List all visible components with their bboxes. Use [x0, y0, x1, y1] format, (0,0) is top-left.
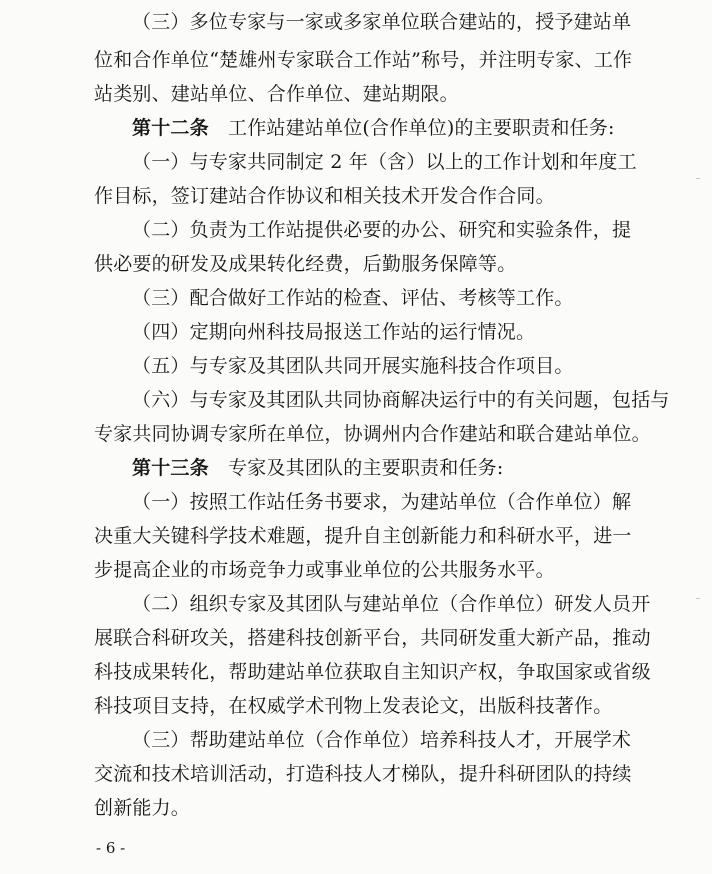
body-text-line: （三）多位专家与一家或多家单位联合建站的，授予建站单 — [132, 11, 632, 33]
body-text-line: （三）配合做好工作站的检查、评估、考核等工作。 — [132, 287, 574, 309]
body-text-line: 站类别、建站单位、合作单位、建站期限。 — [94, 83, 459, 105]
page-number: - 6 - — [96, 839, 126, 857]
body-text-line: 科技项目支持，在权威学术刊物上发表论文，出版科技著作。 — [94, 695, 613, 717]
scan-mark — [696, 178, 700, 179]
body-text-line: 供必要的研发及成果转化经费，后勤服务保障等。 — [94, 253, 517, 275]
body-text-line: （一）按照工作站任务书要求，为建站单位（合作单位）解 — [132, 491, 632, 513]
body-text-line: （二）组织专家及其团队与建站单位（合作单位）研发人员开 — [132, 593, 651, 615]
body-text-line: 决重大关键科学技术难题，提升自主创新能力和科研水平，进一 — [94, 525, 632, 547]
article-title: 专家及其团队的主要职责和任务: — [208, 457, 504, 479]
body-text-line: （二）负责为工作站提供必要的办公、研究和实验条件，提 — [132, 219, 632, 241]
body-text-line: （三）帮助建站单位（合作单位）培养科技人才，开展学术 — [132, 729, 632, 751]
body-text-line: （四）定期向州科技局报送工作站的运行情况。 — [132, 321, 536, 343]
body-text-line: 作目标，签订建站合作协议和相关技术开发合作合同。 — [94, 185, 555, 207]
body-text-line: 专家共同协调专家所在单位，协调州内合作建站和联合建站单位。 — [94, 423, 651, 445]
article-title: 工作站建站单位(合作单位)的主要职责和任务: — [208, 117, 615, 139]
article-label: 第十二条 — [132, 117, 209, 139]
body-text-line: （一）与专家共同制定 2 年（含）以上的工作计划和年度工 — [132, 151, 637, 173]
article-heading-line — [132, 451, 614, 485]
article-label: 第十三条 — [132, 457, 209, 479]
body-text-line: （六）与专家及其团队共同协商解决运行中的有关问题，包括与 — [132, 389, 670, 411]
body-text-line: 位和合作单位“楚雄州专家联合工作站”称号，并注明专家、工作 — [94, 49, 633, 71]
body-text-line: 展联合科研攻关，搭建科技创新平台，共同研发重大新产品，推动 — [94, 627, 651, 649]
body-text-line: 创新能力。 — [94, 797, 191, 819]
scan-mark — [696, 598, 700, 599]
body-text-line: （五）与专家及其团队共同开展实施科技合作项目。 — [132, 355, 574, 377]
body-text-line: 交流和技术培训活动，打造科技人才梯队，提升科研团队的持续 — [94, 763, 632, 785]
body-text-line: 步提高企业的市场竞争力或事业单位的公共服务水平。 — [94, 559, 555, 581]
article-heading-line — [132, 111, 614, 145]
body-text-line: 科技成果转化，帮助建站单位获取自主知识产权，争取国家或省级 — [94, 661, 651, 683]
